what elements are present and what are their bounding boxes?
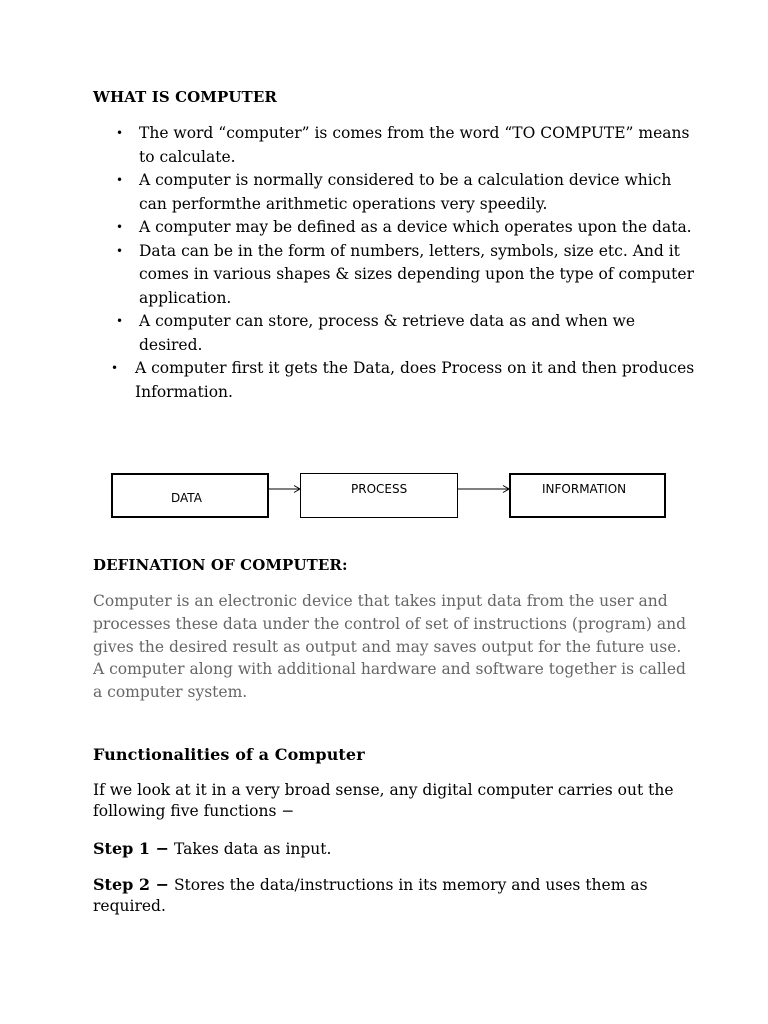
- bullet-icon: •: [116, 243, 124, 258]
- list-item: [0, 122, 768, 169]
- definition-paragraph: Computer is an electronic device that takes input data from the user and processes these data under the control of set of instructions (program) and gives the desired result as output and may saves output for the future use. A computer along with additional hardware and software together is called a computer system.: [93, 592, 686, 702]
- bullet-text: The word “computer” is comes from the word “TO COMPUTE” means to calculate.: [139, 124, 690, 166]
- bullet-icon: •: [116, 314, 124, 328]
- bullet-icon: •: [116, 126, 124, 140]
- list-item: [0, 169, 768, 216]
- bullet-text: A computer may be defined as a device which operates upon the data.: [139, 218, 692, 236]
- step-text: Stores the data/instructions in its memory and uses them as required.: [93, 876, 648, 915]
- flow-box-label: DATA: [171, 491, 202, 505]
- flow-box-label: INFORMATION: [542, 482, 627, 496]
- functions-intro-paragraph: If we look at it in a very broad sense, any digital computer carries out the following five functions −: [93, 781, 674, 820]
- bullet-text: A computer first it gets the Data, does Process on it and then produces Information.: [135, 359, 695, 401]
- flow-diagram: [0, 470, 768, 522]
- heading-definition: DEFINATION OF COMPUTER:: [93, 556, 348, 574]
- heading-what-is-computer: WHAT IS COMPUTER: [93, 88, 277, 106]
- list-item: [0, 357, 768, 404]
- list-item: [0, 240, 768, 311]
- flow-box-label: PROCESS: [351, 482, 408, 496]
- list-item: [0, 216, 768, 240]
- step-label: Step 2 −: [93, 875, 169, 894]
- heading-functionalities: Functionalities of a Computer: [93, 745, 365, 764]
- bullet-list: [0, 122, 768, 404]
- bullet-icon: •: [116, 220, 124, 234]
- list-item: [0, 310, 768, 357]
- bullet-text: Data can be in the form of numbers, letters, symbols, size etc. And it comes in various shapes & sizes depending upon the type of computer application.: [139, 241, 694, 307]
- step-2: [93, 875, 693, 916]
- step-label: Step 1 −: [93, 839, 169, 858]
- step-1: [93, 838, 693, 861]
- bullet-text: A computer can store, process & retrieve data as and when we desired.: [139, 312, 636, 354]
- bullet-icon: •: [111, 361, 119, 375]
- bullet-text: A computer is normally considered to be a calculation device which can performthe arithmetic operations very speedily.: [139, 171, 672, 213]
- bullet-icon: •: [116, 173, 124, 187]
- step-text: Takes data as input.: [173, 840, 332, 858]
- flow-arrows: [0, 470, 768, 522]
